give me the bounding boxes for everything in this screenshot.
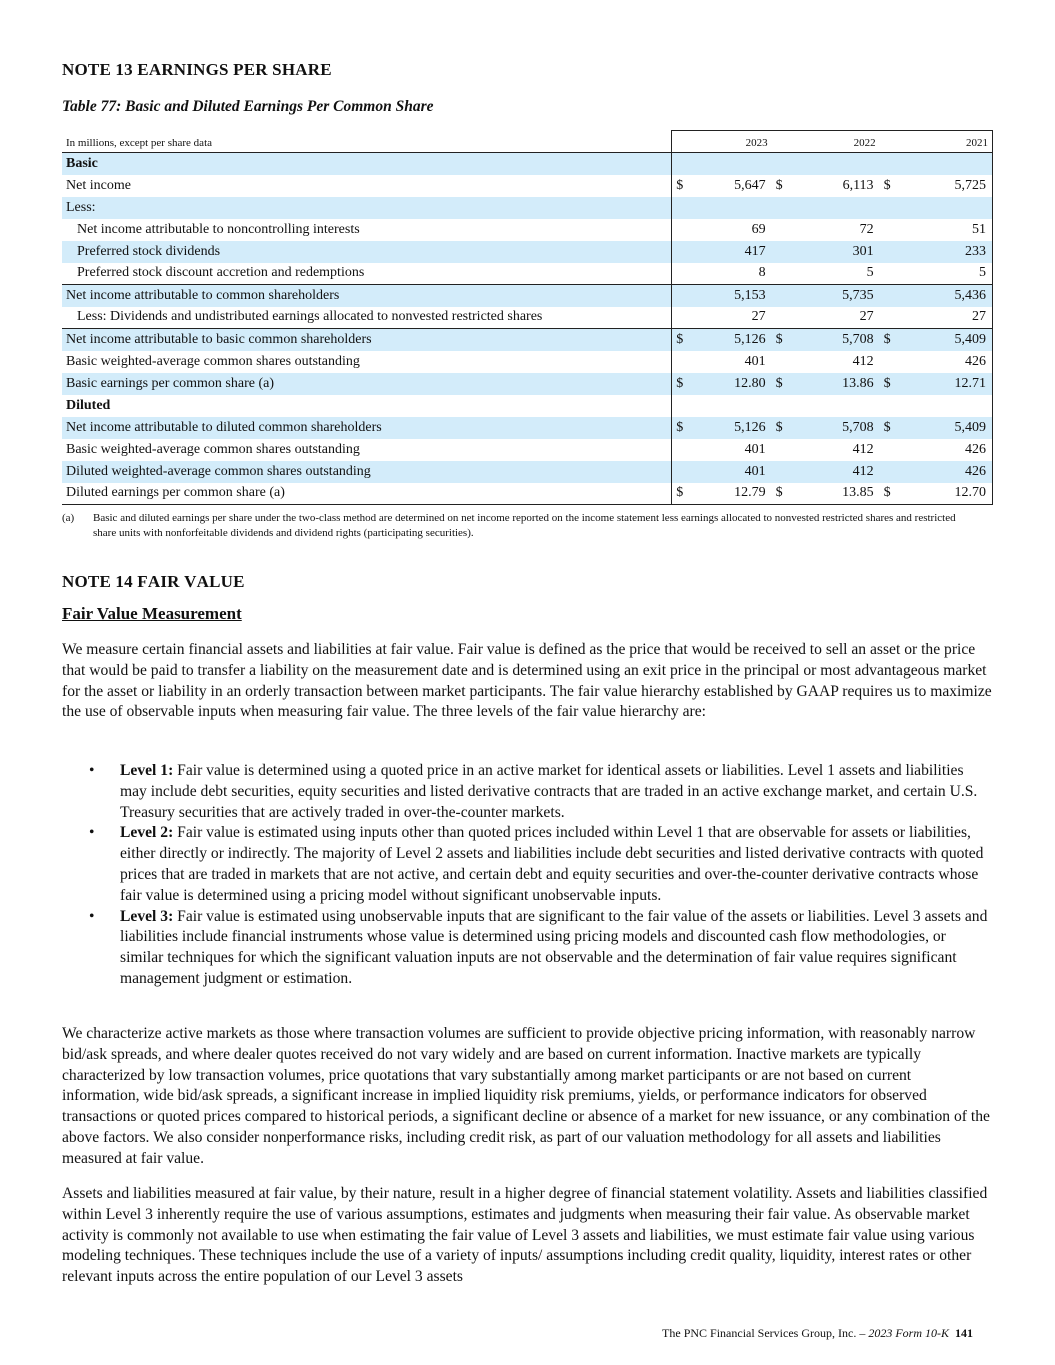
value-2021: 5,725 — [900, 175, 993, 197]
footnote-mark: (a) — [62, 512, 75, 524]
currency-symbol: $ — [772, 417, 792, 439]
row-label: Diluted — [66, 397, 111, 413]
footer-company: The PNC Financial Services Group, Inc. – — [662, 1326, 869, 1340]
table-row — [62, 461, 993, 483]
value-2021: 5,409 — [900, 417, 993, 439]
value-2022: 5,708 — [792, 329, 880, 351]
currency-symbol — [672, 263, 692, 285]
table-row — [62, 197, 993, 219]
currency-symbol — [772, 241, 792, 263]
value-2021 — [900, 395, 993, 417]
currency-symbol: $ — [880, 373, 900, 395]
footer-form: 2023 Form 10-K — [868, 1326, 949, 1340]
row-label: Less: — [62, 197, 672, 219]
value-2023: 417 — [692, 241, 772, 263]
year-2023: 2023 — [672, 131, 772, 153]
value-2021: 12.71 — [900, 373, 993, 395]
value-2022 — [792, 153, 880, 175]
currency-symbol — [880, 307, 900, 329]
currency-symbol: $ — [883, 177, 891, 193]
currency-symbol — [880, 285, 900, 307]
value-2022: 412 — [852, 353, 874, 369]
value-2022: 412 — [852, 441, 874, 457]
value-2021: 426 — [900, 461, 993, 483]
value-2022: 5,708 — [792, 417, 880, 439]
footnote-a — [62, 511, 962, 541]
row-label: Net income attributable to basic common shareholders — [62, 329, 672, 351]
note-13-heading: NOTE 13 EARNINGS PER SHARE — [62, 60, 332, 79]
list-item-level-3: • Level 3: Fair value is estimated using unobservable inputs that are significant to the fair value of the assets or liabilities. Level 3 assets and liabilities include financial instruments whose value is determined using pricing models and discounted cash flow methodologies, or similar techniques for which the significant valuation inputs are not observable and the determination of fair value requires significant management judgment or estimation. — [89, 907, 988, 987]
list-item-level-2: • Level 2: Fair value is estimated using inputs other than quoted prices included within Level 1 that are observable for assets or liabilities, either directly or indirectly. The majority of Level 2 assets and liabilities include debt securities and listed derivative contracts with quoted prices that are traded in markets that are not active, and certain debt and equity securities and over-the-counter derivative contracts whose fair value is determined using a pricing model without significant unobservable inputs. — [89, 824, 984, 904]
paragraph-volatility: Assets and liabilities measured at fair value, by their nature, result in a higher degree of financial statement volatility. Assets and liabilities classified within Level 3 inherently require the use of various assumptions, estimates and judgments when measuring their fair value. As observable market activity is commonly not available to use when estimating the fair value of Level 3 assets and liabilities, we must estimate fair value using various modeling techniques. These techniques include the use of a variety of inputs/ assumptions including credit quality, liquidity, interest rates or other relevant inputs across the entire population of our Level 3 assets — [62, 1185, 988, 1286]
row-label: Net income attributable to common shareholders — [62, 285, 672, 307]
value-2023: 12.79 — [692, 483, 772, 505]
value-2021: 12.70 — [900, 483, 993, 505]
currency-symbol: $ — [672, 373, 692, 395]
currency-symbol — [880, 351, 900, 373]
fair-value-measurement-heading: Fair Value Measurement — [62, 604, 242, 623]
currency-symbol — [672, 461, 692, 483]
header-label: In millions, except per share data — [62, 131, 672, 153]
value-2023 — [692, 197, 772, 219]
row-label: Preferred stock discount accretion and redemptions — [77, 265, 365, 281]
value-2021 — [900, 153, 993, 175]
table-row — [62, 483, 993, 505]
value-2023 — [692, 395, 772, 417]
value-2021: 5,409 — [900, 329, 993, 351]
currency-symbol: $ — [880, 417, 900, 439]
currency-symbol — [772, 285, 792, 307]
currency-symbol: $ — [880, 329, 900, 351]
list-item-level-1: • Level 1: Fair value is determined using a quoted price in an active market for identical assets or liabilities. Level 1 assets and liabilities may include debt securities, equity securities and listed derivative contracts that are traded in an active exchange market, and certain U.S. Treasury securities that are actively traded in over-the-counter markets. — [89, 762, 978, 821]
value-2023: 401 — [744, 441, 766, 457]
currency-symbol — [880, 439, 900, 461]
currency-symbol — [772, 219, 792, 241]
value-2023: 5,153 — [692, 285, 772, 307]
row-label: Diluted earnings per common share (a) — [62, 483, 672, 505]
value-2021: 51 — [900, 219, 993, 241]
row-label: Less: Dividends and undistributed earnings allocated to nonvested restricted shares — [77, 309, 543, 325]
row-label: Basic — [62, 153, 672, 175]
value-2022: 5 — [866, 265, 874, 281]
value-2022 — [792, 197, 880, 219]
value-2023: 69 — [751, 221, 766, 237]
value-2021: 5,436 — [900, 285, 993, 307]
table-row — [62, 395, 993, 417]
currency-symbol — [672, 351, 692, 373]
currency-symbol — [772, 153, 792, 175]
value-2021: 233 — [900, 241, 993, 263]
table-row — [62, 175, 993, 197]
value-2023 — [692, 153, 772, 175]
currency-symbol: $ — [772, 373, 792, 395]
value-2022: 6,113 — [842, 177, 874, 193]
table-row — [62, 351, 993, 373]
currency-symbol — [672, 219, 692, 241]
footnote-text: Basic and diluted earnings per share under the two-class method are determined on net income reported on the income statement less earnings allocated to nonvested restricted shares and restricted share units with nonforfeitable dividends and dividend rights (participating securities). — [93, 512, 956, 539]
table-row — [62, 285, 993, 307]
currency-symbol — [880, 263, 900, 285]
value-2023: 5,647 — [734, 177, 766, 193]
currency-symbol — [880, 153, 900, 175]
value-2021: 5 — [900, 263, 993, 285]
currency-symbol: $ — [672, 417, 692, 439]
value-2022: 27 — [859, 309, 874, 325]
value-2022: 13.85 — [792, 483, 880, 505]
currency-symbol — [772, 461, 792, 483]
currency-symbol: $ — [880, 483, 900, 505]
table-row — [62, 241, 993, 263]
page-number: 141 — [955, 1326, 973, 1340]
value-2022: 301 — [792, 241, 880, 263]
year-2022: 2022 — [772, 131, 880, 153]
value-2023: 401 — [744, 353, 766, 369]
currency-symbol — [672, 197, 692, 219]
table-row — [62, 263, 993, 285]
table-row — [62, 329, 993, 351]
table-row — [62, 417, 993, 439]
currency-symbol — [880, 461, 900, 483]
table-row — [62, 219, 993, 241]
currency-symbol — [880, 241, 900, 263]
currency-symbol — [672, 307, 692, 329]
value-2021: 426 — [900, 439, 993, 461]
table-caption: Table 77: Basic and Diluted Earnings Per Common Share — [62, 98, 434, 115]
table-row — [62, 373, 993, 395]
currency-symbol — [772, 307, 792, 329]
value-2023: 401 — [692, 461, 772, 483]
currency-symbol — [672, 439, 692, 461]
value-2023: 5,126 — [692, 417, 772, 439]
value-2021: 426 — [900, 351, 993, 373]
fair-value-levels-list — [62, 761, 992, 990]
currency-symbol — [772, 395, 792, 417]
row-label: Basic weighted-average common shares outstanding — [66, 353, 360, 369]
currency-symbol: $ — [775, 177, 783, 193]
value-2022: 412 — [792, 461, 880, 483]
row-label: Basic earnings per common share (a) — [62, 373, 672, 395]
currency-symbol: $ — [672, 175, 692, 197]
paragraph-intro: We measure certain financial assets and liabilities at fair value. Fair value is defined as the price that would be received to sell an asset or the price that would be paid to transfer a liability on the measurement date and is determined using an exit price in the principal or most advantageous market for the asset or liability in an orderly transaction between market participants. The fair value hierarchy established by GAAP requires us to maximize the use of observable inputs when measuring fair value. The three levels of the fair value hierarchy are: — [62, 641, 992, 721]
row-label: Diluted weighted-average common shares outstanding — [62, 461, 672, 483]
row-label: Basic weighted-average common shares outstanding — [66, 441, 360, 457]
currency-symbol — [772, 263, 792, 285]
value-2023: 8 — [758, 265, 766, 281]
value-2021 — [900, 197, 993, 219]
paragraph-active-markets: We characterize active markets as those where transaction volumes are sufficient to provide objective pricing information, with reasonably narrow bid/ask spreads, and where dealer quotes received do not vary widely and are based on current information. Inactive markets are typically characterized by low transaction volumes, price quotations that vary substantially among market participants or are not based on current information, wide bid/ask spreads, a significant increase in implied liquidity risk premiums, yields, or performance indicators for observed transactions or quoted prices compared to historical periods, a significant decline or absence of a market for new issuance, or any combination of the above factors. We also consider nonperformance risks, including credit risk, as part of our valuation methodology for all assets and liabilities measured at fair value. — [62, 1025, 990, 1167]
currency-symbol — [672, 285, 692, 307]
currency-symbol — [672, 395, 692, 417]
value-2022: 5,735 — [792, 285, 880, 307]
value-2023: 5,126 — [692, 329, 772, 351]
value-2022: 13.86 — [792, 373, 880, 395]
currency-symbol — [880, 197, 900, 219]
value-2021: 27 — [900, 307, 993, 329]
currency-symbol — [672, 153, 692, 175]
row-label: Net income attributable to diluted common shareholders — [62, 417, 672, 439]
value-2023: 12.80 — [692, 373, 772, 395]
value-2022: 72 — [859, 221, 874, 237]
table-row — [62, 153, 993, 175]
currency-symbol — [880, 395, 900, 417]
currency-symbol — [880, 219, 900, 241]
currency-symbol — [772, 439, 792, 461]
currency-symbol: $ — [772, 483, 792, 505]
value-2022 — [792, 395, 880, 417]
currency-symbol — [772, 351, 792, 373]
value-2023: 27 — [751, 309, 766, 325]
earnings-per-share-table — [62, 130, 993, 505]
row-label: Net income attributable to noncontrolling interests — [77, 221, 360, 237]
currency-symbol: $ — [772, 329, 792, 351]
currency-symbol — [772, 197, 792, 219]
currency-symbol: $ — [672, 483, 692, 505]
currency-symbol: $ — [672, 329, 692, 351]
page-footer — [662, 1326, 973, 1341]
table-row — [62, 307, 993, 329]
currency-symbol — [672, 241, 692, 263]
row-label: Net income — [66, 177, 131, 193]
table-row — [62, 439, 993, 461]
table-header-row — [62, 131, 993, 153]
row-label: Preferred stock dividends — [62, 241, 672, 263]
year-2021: 2021 — [880, 131, 993, 153]
note-14-heading: NOTE 14 FAIR VALUE — [62, 572, 245, 591]
